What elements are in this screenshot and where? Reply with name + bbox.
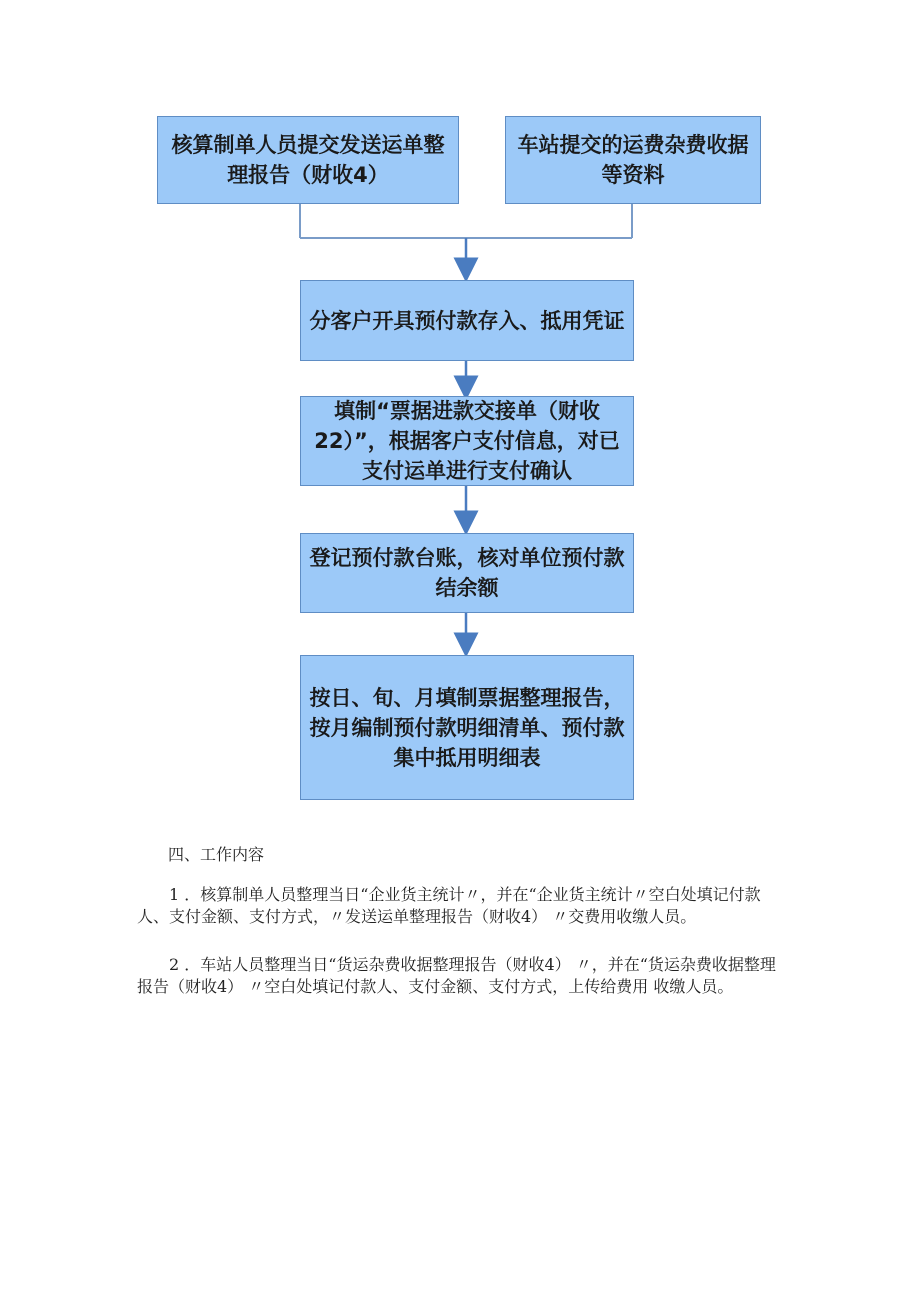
- flow-box-5: [300, 533, 634, 613]
- paragraph-item-1: 1 ．核算制单人员整理当日“企业货主统计〃，并在“企业货主统计〃空白处填记付款人、支付金额、支付方式，〃发送运单整理报告（财收4） 〃交费用收缴人员。: [137, 885, 761, 926]
- flow-box-2-text: 车站提交的运费杂费收据等资料: [517, 133, 749, 187]
- flow-box-6: [300, 655, 634, 800]
- flow-box-4-text: 填制“票据进款交接单（财收22）”，根据客户支付信息，对已支付运单进行支付确认: [314, 399, 620, 483]
- flow-box-1-text: 核算制单人员提交发送运单整理报告（财收4）: [171, 133, 445, 187]
- flow-box-5-text: 登记预付款台账，核对单位预付款结余额: [309, 546, 625, 600]
- flow-box-3-text: 分客户开具预付款存入、抵用凭证: [309, 308, 625, 333]
- flow-box-6-text: 按日、旬、月填制票据整理报告，按月编制预付款明细清单、预付款集中抵用明细表: [309, 685, 625, 770]
- flow-box-4: [300, 396, 634, 486]
- flow-box-2: [505, 116, 761, 204]
- flow-box-3: [300, 280, 634, 361]
- section-heading: 四、工作内容: [168, 845, 265, 864]
- paragraph-item-2: 2 ．车站人员整理当日“货运杂费收据整理报告（财收4） 〃，并在“货运杂费收据整理报告（财收4） 〃空白处填记付款人、支付金额、支付方式，上传给费用 收缴人员。: [137, 955, 776, 996]
- flow-box-1: [157, 116, 459, 204]
